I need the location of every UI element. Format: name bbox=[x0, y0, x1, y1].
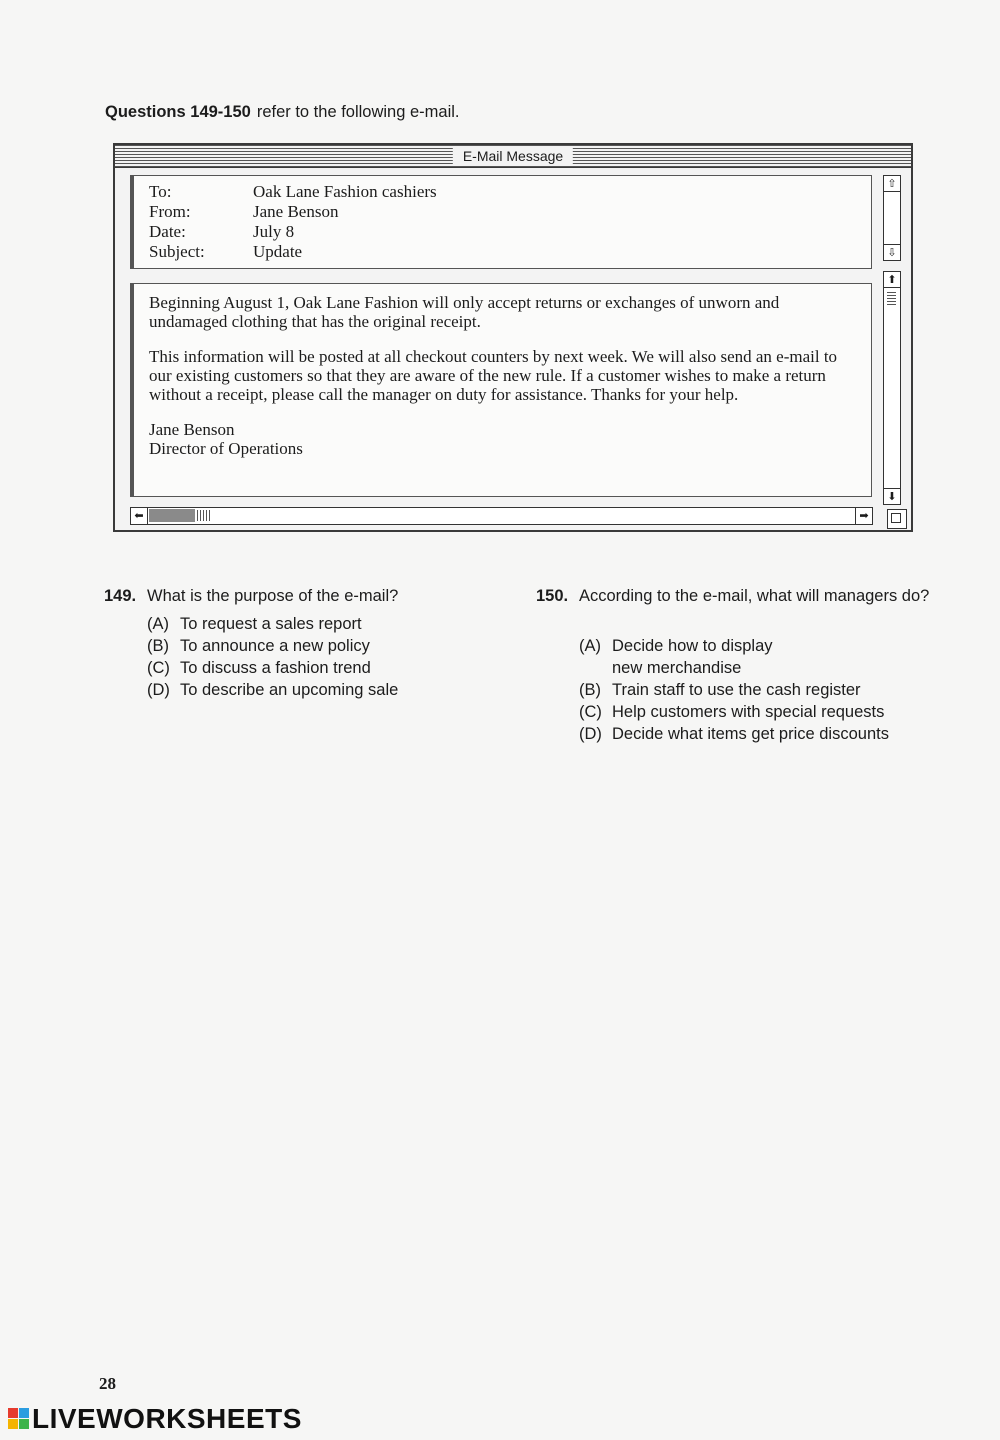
header-label: To: bbox=[149, 182, 172, 201]
option-key: (D) bbox=[579, 725, 602, 743]
body-scrollbar[interactable] bbox=[883, 271, 901, 505]
header-label: Subject: bbox=[149, 242, 205, 261]
option-key: (D) bbox=[147, 681, 170, 699]
answer-option[interactable] bbox=[579, 679, 912, 701]
option-key: (A) bbox=[147, 615, 169, 633]
option-text: Decide what items get price discounts bbox=[612, 725, 889, 743]
answer-option[interactable] bbox=[147, 679, 398, 701]
answer-option[interactable] bbox=[579, 701, 912, 723]
question-stem: According to the e-mail, what will managers do? bbox=[579, 587, 930, 605]
scroll-down-icon[interactable]: ⇩ bbox=[884, 244, 900, 260]
window-titlebar[interactable] bbox=[115, 145, 911, 168]
header-row-from bbox=[149, 202, 338, 222]
header-row-date bbox=[149, 222, 294, 242]
page-number: 28 bbox=[99, 1374, 116, 1393]
scroll-down-icon[interactable]: ⬇ bbox=[884, 488, 900, 504]
option-text: To discuss a fashion trend bbox=[180, 659, 371, 677]
signature-title: Director of Operations bbox=[149, 439, 303, 458]
answer-option[interactable] bbox=[579, 635, 912, 679]
header-row-to bbox=[149, 182, 437, 202]
horizontal-scrollbar[interactable] bbox=[130, 507, 873, 525]
answer-option[interactable] bbox=[147, 635, 398, 657]
answer-options bbox=[579, 635, 912, 745]
option-key: (A) bbox=[579, 637, 601, 655]
header-value: Oak Lane Fashion cashiers bbox=[253, 182, 437, 201]
option-text: Help customers with special requests bbox=[612, 703, 885, 721]
header-label: Date: bbox=[149, 222, 186, 241]
answer-option[interactable] bbox=[579, 723, 912, 745]
question-stem: What is the purpose of the e-mail? bbox=[147, 587, 399, 605]
scroll-right-icon[interactable]: ➡ bbox=[855, 508, 872, 524]
scroll-grip-icon[interactable] bbox=[887, 292, 896, 306]
header-value: Jane Benson bbox=[253, 202, 339, 221]
email-body bbox=[149, 293, 861, 458]
header-scrollbar[interactable] bbox=[883, 175, 901, 261]
scroll-up-icon[interactable]: ⇧ bbox=[884, 176, 900, 192]
body-paragraph: This information will be posted at all checkout counters by next week. We will also send an e-mail to our existing customers so that they are aware of the new rule. If a customer wishes to make a return without a receipt, please call the manager on duty for assistance. Thanks for your help. bbox=[149, 347, 838, 404]
brand-footer[interactable] bbox=[8, 1403, 302, 1435]
signature-name: Jane Benson bbox=[149, 420, 235, 439]
option-text: To announce a new policy bbox=[180, 637, 370, 655]
header-value: Update bbox=[253, 242, 303, 261]
header-label: From: bbox=[149, 202, 191, 221]
liveworksheets-logo-icon bbox=[8, 1408, 30, 1430]
option-key: (C) bbox=[579, 703, 602, 721]
intro-line bbox=[105, 103, 460, 122]
window-title: E-Mail Message bbox=[453, 147, 573, 165]
email-body-pane bbox=[130, 283, 872, 497]
scroll-left-icon[interactable]: ⬅ bbox=[131, 508, 148, 524]
intro-text: refer to the following e-mail. bbox=[256, 103, 460, 121]
header-value: July 8 bbox=[253, 222, 295, 241]
question-number: 149. bbox=[104, 587, 137, 605]
option-text: To describe an upcoming sale bbox=[180, 681, 399, 699]
scroll-grip-icon[interactable] bbox=[197, 510, 211, 521]
header-row-subject bbox=[149, 242, 302, 262]
option-text: To request a sales report bbox=[180, 615, 362, 633]
option-key: (C) bbox=[147, 659, 170, 677]
resize-icon[interactable] bbox=[887, 509, 907, 529]
option-key: (B) bbox=[579, 681, 601, 699]
answer-options bbox=[147, 613, 398, 701]
option-text: Decide how to display new merchandise bbox=[612, 637, 773, 677]
scroll-thumb[interactable] bbox=[149, 509, 195, 522]
answer-option[interactable] bbox=[147, 657, 398, 679]
answer-option[interactable] bbox=[147, 613, 398, 635]
body-paragraph: Beginning August 1, Oak Lane Fashion will only accept returns or exchanges of unworn and undamaged clothing that has the original receipt. bbox=[149, 293, 780, 331]
email-window bbox=[113, 143, 913, 532]
intro-bold: Questions 149-150 bbox=[105, 103, 251, 121]
question-number: 150. bbox=[536, 587, 569, 605]
option-key: (B) bbox=[147, 637, 169, 655]
email-header-pane bbox=[130, 175, 872, 269]
option-text: Train staff to use the cash register bbox=[612, 681, 861, 699]
brand-name: LIVEWORKSHEETS bbox=[32, 1403, 302, 1434]
scroll-up-icon[interactable]: ⬆ bbox=[884, 272, 900, 288]
